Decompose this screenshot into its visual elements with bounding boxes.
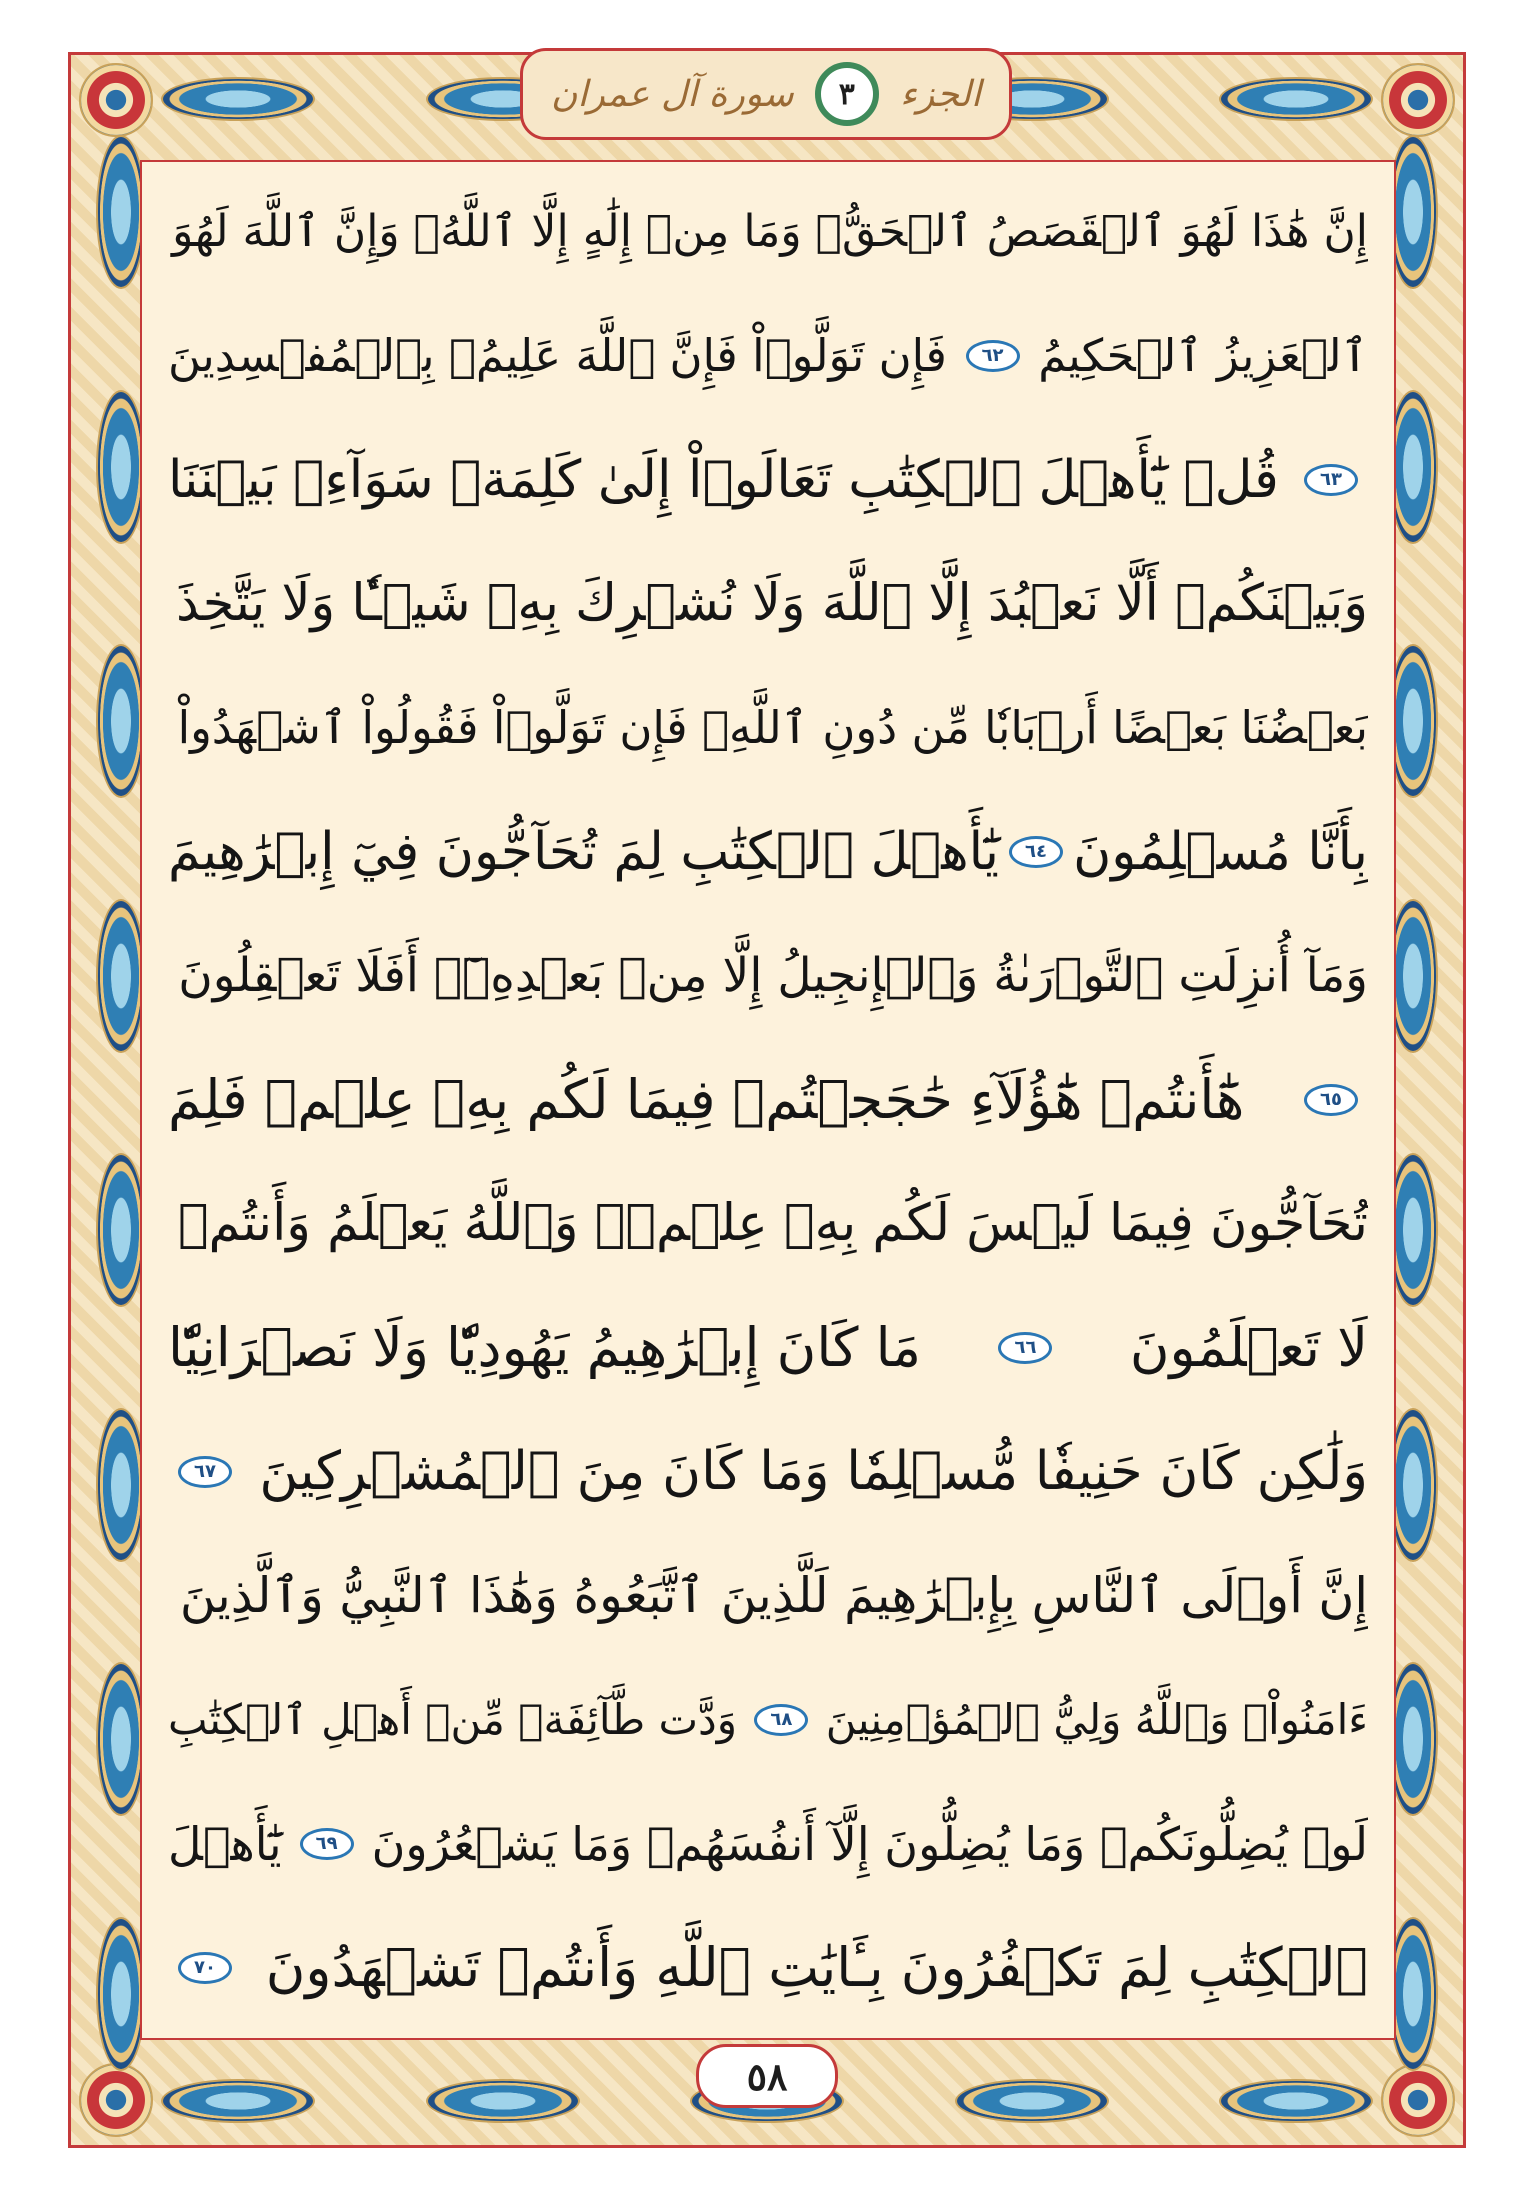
verse-text: وَلَٰكِن كَانَ حَنِيفٗا مُّسۡلِمٗا وَمَا كَانَ مِنَ ٱلۡمُشۡرِكِينَ: [259, 1441, 1368, 1502]
verse-lines: [168, 180, 1368, 2020]
verse-line: [168, 180, 1368, 284]
page-header: [520, 48, 1012, 140]
verse-text: وَبَيۡنَكُمۡ أَلَّا نَعۡبُدَ إِلَّا ٱللَّهَ وَلَا نُشۡرِكَ بِهِۦ شَيۡـٔٗا وَلَا يَتَّخِذَ: [175, 574, 1368, 633]
ayah-number-marker: ٦٨: [754, 1704, 808, 1736]
verse-text: ٱلۡعَزِيزُ ٱلۡحَكِيمُ: [1038, 329, 1368, 382]
ornament-oval: [161, 77, 315, 121]
ornament-oval: [96, 1153, 146, 1307]
verse-text: فَإِن تَوَلَّوۡاْ فَإِنَّ ٱللَّهَ عَلِيمُۢ بِٱلۡمُفۡسِدِينَ: [168, 329, 947, 382]
ornament-oval: [96, 1408, 146, 1562]
verse-text-panel: [140, 160, 1396, 2040]
ornament-oval: [955, 2079, 1109, 2123]
verse-text: لَوۡ يُضِلُّونَكُمۡ وَمَا يُضِلُّونَ إِلَّآ أَنفُسَهُمۡ وَمَا يَشۡعُرُونَ: [371, 1817, 1368, 1871]
juz-label: الجزء: [900, 73, 981, 115]
ayah-number-marker: ٦٩: [300, 1828, 354, 1860]
verse-text: وَمَآ أُنزِلَتِ ٱلتَّوۡرَىٰةُ وَٱلۡإِنجِيلُ إِلَّا مِنۢ بَعۡدِهِۦٓۚ أَفَلَا تَعۡقِلُونَ: [178, 948, 1368, 1003]
verse-text: إِنَّ هَٰذَا لَهُوَ ٱلۡقَصَصُ ٱلۡحَقُّۚ وَمَا مِنۡ إِلَٰهٍ إِلَّا ٱللَّهُۚ وَإِنَّ ٱللَّهَ لَهُوَ: [172, 206, 1368, 257]
corner-rosette-top-right: [1381, 63, 1455, 137]
verse-text: قُلۡ يَٰٓأَهۡلَ ٱلۡكِتَٰبِ تَعَالَوۡاْ إِلَىٰ كَلِمَةٖ سَوَآءِۭ بَيۡنَنَا: [168, 450, 1279, 510]
ayah-number-marker: ٦٤: [1009, 836, 1063, 868]
verse-text: إِنَّ أَوۡلَى ٱلنَّاسِ بِإِبۡرَٰهِيمَ لَلَّذِينَ ٱتَّبَعُوهُ وَهَٰذَا ٱلنَّبِيُّ وَٱلَّذِينَ: [179, 1567, 1368, 1624]
ornament-oval: [1219, 2079, 1373, 2123]
ayah-number-marker: ٦٧: [178, 1456, 232, 1488]
corner-rosette-bottom-right: [1381, 2063, 1455, 2137]
verse-text: ءَامَنُواْۗ وَٱللَّهُ وَلِيُّ ٱلۡمُؤۡمِنِينَ: [825, 1695, 1368, 1744]
surah-name: سورة آل عمران: [551, 73, 794, 115]
juz-number-badge: ٣: [815, 62, 879, 126]
verse-text: بِأَنَّا مُسۡلِمُونَ: [1073, 822, 1368, 882]
verse-line: [168, 1296, 1368, 1400]
verse-line: [168, 676, 1368, 780]
verse-line: [168, 1916, 1368, 2020]
ornament-oval: [1219, 77, 1373, 121]
verse-line: [168, 428, 1368, 532]
ornament-oval: [161, 2079, 315, 2123]
verse-text: مَا كَانَ إِبۡرَٰهِيمُ يَهُودِيّٗا وَلَا نَصۡرَانِيّٗا: [168, 1316, 922, 1379]
verse-line: [168, 552, 1368, 656]
ornament-oval: [426, 2079, 580, 2123]
ayah-number-marker: ٦٢: [966, 340, 1020, 372]
verse-line: [168, 1668, 1368, 1772]
verse-line: [168, 304, 1368, 408]
verse-line: [168, 1544, 1368, 1648]
verse-text: تُحَآجُّونَ فِيمَا لَيۡسَ لَكُم بِهِۦ عِلۡمٞۚ وَٱللَّهُ يَعۡلَمُ وَأَنتُمۡ: [177, 1194, 1368, 1253]
ayah-number-marker: ٦٥: [1304, 1084, 1358, 1116]
verse-text: بَعۡضُنَا بَعۡضًا أَرۡبَابٗا مِّن دُونِ ٱللَّهِۚ فَإِن تَوَلَّوۡاْ فَقُولُواْ ٱشۡهَدُواْ: [177, 701, 1368, 754]
ornament-oval: [96, 390, 146, 544]
verse-text: هَٰٓأَنتُمۡ هَٰٓؤُلَآءِ حَٰجَجۡتُمۡ فِيمَا لَكُم بِهِۦ عِلۡمٞ فَلِمَ: [168, 1068, 1245, 1131]
ornament-oval: [96, 1662, 146, 1816]
ayah-number-marker: ٧٠: [178, 1952, 232, 1984]
verse-line: [168, 1172, 1368, 1276]
ayah-number-marker: ٦٣: [1304, 464, 1358, 496]
verse-line: [168, 1420, 1368, 1524]
corner-rosette-bottom-left: [79, 2063, 153, 2137]
ornament-oval: [96, 135, 146, 289]
page-number: ٥٨: [696, 2044, 838, 2108]
verse-text: لَا تَعۡلَمُونَ: [1129, 1316, 1368, 1379]
verse-text: وَدَّت طَّآئِفَةٞ مِّنۡ أَهۡلِ ٱلۡكِتَٰبِ: [168, 1695, 738, 1744]
verse-line: [168, 1792, 1368, 1896]
ornament-oval: [96, 644, 146, 798]
verse-text: ٱلۡكِتَٰبِ لِمَ تَكۡفُرُونَ بِـَٔايَٰتِ ٱللَّهِ وَأَنتُمۡ تَشۡهَدُونَ: [265, 1936, 1368, 1999]
corner-rosette-top-left: [79, 63, 153, 137]
verse-line: [168, 924, 1368, 1028]
verse-line: [168, 800, 1368, 904]
ayah-number-marker: ٦٦: [998, 1332, 1052, 1364]
verse-text: يَٰٓأَهۡلَ ٱلۡكِتَٰبِ لِمَ تُحَآجُّونَ فِيٓ إِبۡرَٰهِيمَ: [168, 822, 999, 882]
ornament-oval: [96, 899, 146, 1053]
verse-text: يَٰٓأَهۡلَ: [168, 1817, 282, 1871]
verse-line: [168, 1048, 1368, 1152]
ornament-oval: [96, 1917, 146, 2071]
